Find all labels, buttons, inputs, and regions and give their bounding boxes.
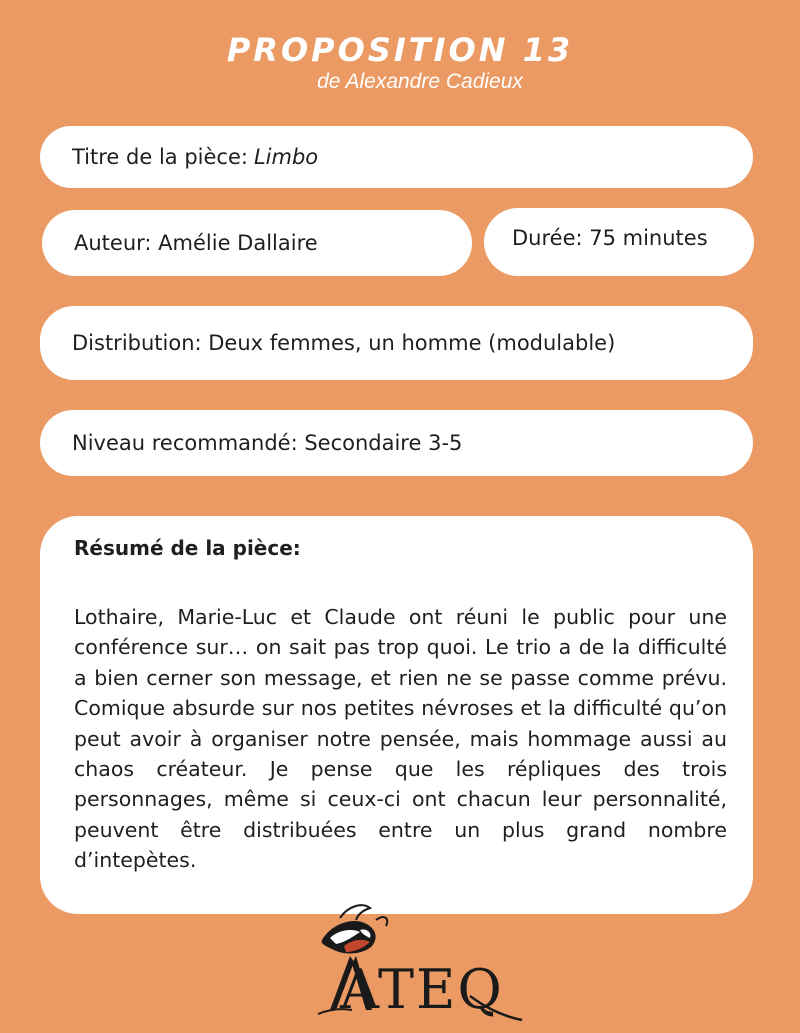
- niveau-field: [40, 410, 753, 476]
- ateq-logo-icon: [300, 900, 540, 1029]
- resume-body: Lothaire, Marie-Luc et Claude ont réuni le public pour une conférence sur… on sait pas trop quoi. Le trio a de la difficulté a bien cerner son message, et rien ne se passe comme prévu. Comique absurde sur nos petites névroses et la difficulté qu’on peut avoir à organiser notre pensée, mais hommage aussi au chaos créateur. Je pense que les répliques des trois personnages, même si ceux-ci ont chacun leur personnalité, peuvent être distribuées entre un plus grand nombre d’intepètes.: [74, 605, 727, 873]
- niveau-text: Niveau recommandé: Secondaire 3-5: [72, 431, 463, 455]
- ateq-logo: [300, 900, 540, 1029]
- titre-label: Titre de la pièce:: [72, 145, 248, 169]
- page-header: [0, 30, 800, 94]
- logo-text: ATEQ: [340, 958, 504, 1021]
- auteur-text: Auteur: Amélie Dallaire: [74, 231, 318, 255]
- duree-text: Durée: 75 minutes: [512, 226, 708, 250]
- auteur-field: [42, 210, 472, 276]
- distribution-field: [40, 306, 753, 380]
- page-title: PROPOSITION 13: [226, 31, 574, 69]
- resume-heading: Résumé de la pièce:: [74, 536, 301, 560]
- duree-field: [484, 208, 754, 276]
- page-subtitle: de Alexandre Cadieux: [317, 70, 523, 93]
- titre-value: Limbo: [253, 145, 319, 169]
- resume-card: [40, 516, 753, 914]
- titre-field: [40, 126, 753, 188]
- distribution-text: Distribution: Deux femmes, un homme (modulable): [72, 331, 616, 355]
